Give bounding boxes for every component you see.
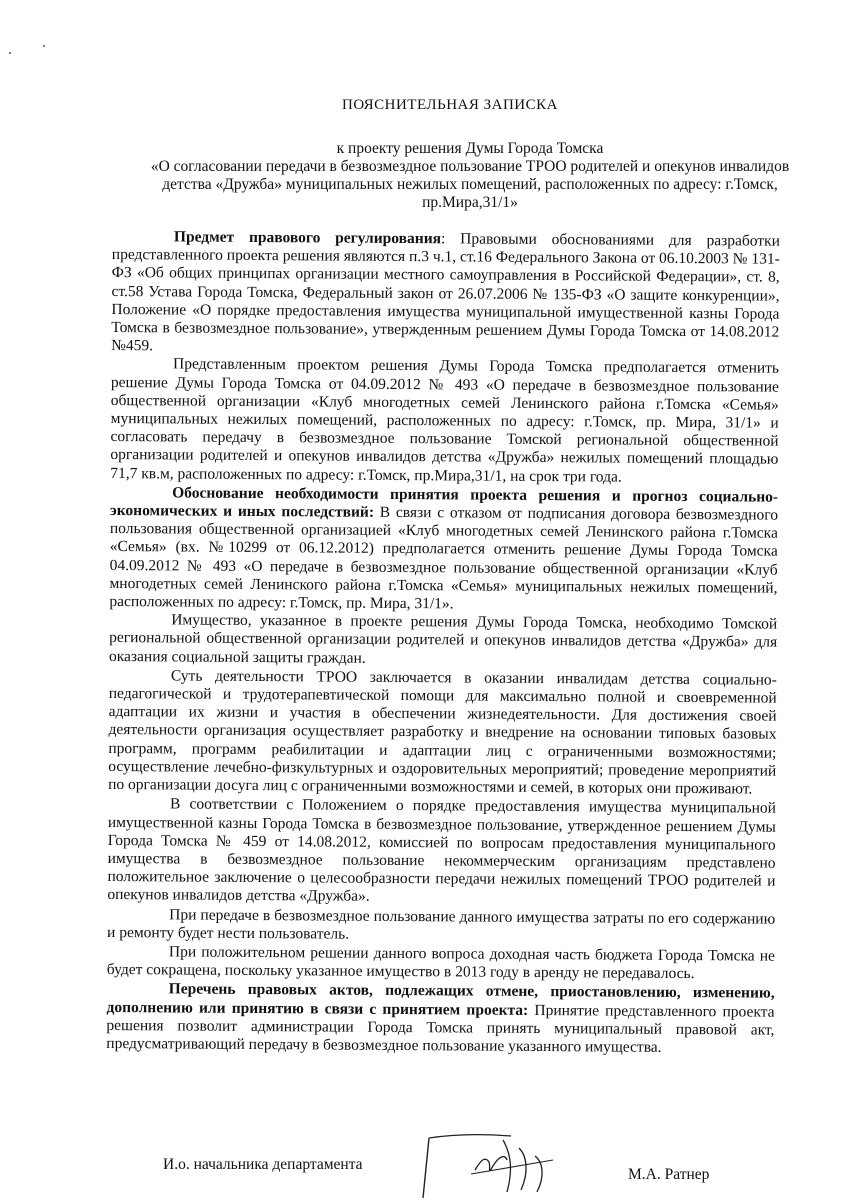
paragraph-text: Суть деятельности ТРОО заключается в оказании инвалидам детства социально-педагогической и трудотерапевтической помощи для максимально полной и своевременной адаптации их жизни и участия в обеспечении жизнедеятельности. Для достижения своей деятельности организация осуществляет разработку и внедрение на основании типовых базовых программ, программ реабилитации и адаптации лиц с ограниченными возможностями; осуществление лечебно-физкультурных и оздоровительных мероприятий; проведение мероприятий по организации досуга лиц с ограниченными возможностями и семей, в которых они проживают. bbox=[108, 667, 777, 798]
document-subtitle bbox=[150, 140, 790, 212]
paragraph-text: В соответствии с Положением о порядке предоставления имущества муниципальной имущественной казны Города Томска в безвозмездное пользование, утвержденное решением Думы Города Томска № 459 от 14.08.2012, комиссией по вопросам предоставления муниципального имущества в безвозмездное пользование некоммерческим организациям представлено положительное заключение о целесообразности передачи нежилых помещений ТРОО родителей и опекунов инвалидов детства «Дружба». bbox=[107, 795, 777, 906]
paragraph-lead: Перечень правовых актов, подлежащих отмене, приостановлению, изменению, дополнению или принятию в связи с принятием проекта: bbox=[106, 980, 775, 1019]
signatory-position: И.о. начальника департамента bbox=[163, 1156, 363, 1173]
paragraph-text: Принятие представленного проекта решения позволит администрации Города Томска принять муниципальный правовой акт, предусматривающий передачу в безвозмездное пользование указанного имущества. bbox=[106, 1001, 775, 1056]
subtitle-line-2: «О согласовании передачи в безвозмездное пользование ТРОО родителей и опекунов инвалидов детства «Дружба» муниципальных нежилых помещений, расположенных по адресу: г.Томск, пр.Мира,31/1» bbox=[150, 158, 790, 211]
document-title: ПОЯСНИТЕЛЬНАЯ ЗАПИСКА bbox=[342, 97, 558, 113]
paragraph-lead: Предмет правового регулирования bbox=[173, 228, 442, 248]
paragraph-text: В связи с отказом от подписания договора безвозмездного пользования общественной организацией «Клуб многодетных семей Ленинского района г.Томска «Семья» (вх. №10299 от 06.12.2012) предполагается отменить решение Думы Города Томска 04.09.2012 № 493 «О передаче в безвозмездное пользование общественной организации «Клуб многодетных семей Ленинского района г.Томска «Семья» муниципальных нежилых помещений, расположенных по адресу: г.Томск, пр. Мира, 31/1». bbox=[109, 503, 779, 613]
scan-speck bbox=[43, 45, 45, 47]
scan-speck bbox=[9, 52, 11, 54]
document-body bbox=[106, 228, 780, 1058]
paragraph-text: : Правовыми обоснованиями для разработки представленного проекта решения являются п.3 ч.1, ст.16 Федерального Закона от 06.10.2003 № 131-ФЗ «Об общих принципах организации местного самоуправления в Российской Федерации», ст. 8, ст.58 Устава Города Томска, Федеральный закон от 26.07.2006 № 135-ФЗ «О защите конкуренции», Положение «О порядке предоставления имущества муниципальной имущественной казны Города Томска в безвозмездное пользование», утвержденным решением Думы Города Томска от 14.08.2012 №459. bbox=[111, 230, 780, 355]
paragraph-justification bbox=[109, 484, 778, 616]
signatory-name: М.А. Ратнер bbox=[628, 1166, 710, 1183]
signature-block bbox=[0, 1140, 850, 1196]
paragraph-legal-basis bbox=[111, 228, 780, 360]
paragraph-text: При положительном решении данного вопроса доходная часть бюджета Города Томска не будет сокращена, поскольку указанное имущество в 2013 году в аренду не передавалось. bbox=[106, 943, 775, 983]
subtitle-line-1: к проекту решения Думы Города Томска bbox=[336, 140, 604, 157]
paragraph-property bbox=[109, 611, 777, 670]
paragraph-text: При передаче в безвозмездное пользование данного имущества затраты по его содержанию и ремонту будет нести пользователь. bbox=[107, 905, 776, 943]
paragraph-proposal bbox=[110, 355, 779, 487]
paragraph-budget bbox=[107, 943, 775, 984]
paragraph-text: Представленным проектом решения Думы Города Томска предполагается отменить решение Думы Города Томска от 04.09.2012 № 493 «О передаче в безвозмездное пользование общественной организации «Клуб многодетных семей Ленинского района г.Томска «Семья» муниципальных нежилых помещений, расположенных по адресу: г.Томск, пр. Мира, 31/1» и согласовать передачу в безвозмездное пользование Томской региональной общественной организации родителей и опекунов инвалидов детства «Дружба» нежилых помещений площадью 71,7 кв.м, расположенных по адресу: г.Томск, пр.Мира,31/1, на срок три года. bbox=[110, 355, 780, 486]
paragraph-lead: Обоснование необходимости принятия проекта решения и прогноз социально-экономических и иных последствий: bbox=[109, 484, 779, 521]
paragraph-legal-acts bbox=[106, 980, 774, 1057]
handwritten-signature bbox=[415, 1130, 585, 1200]
paragraph-activity bbox=[108, 667, 777, 799]
paragraph-costs bbox=[107, 905, 775, 946]
paragraph-commission bbox=[107, 795, 776, 909]
paragraph-text: Имущество, указанное в проекте решения Думы Города Томска, необходимо Томской региональной общественной организации родителей и опекунов инвалидов детства «Дружба» для оказания социальной защиты граждан. bbox=[108, 611, 778, 667]
